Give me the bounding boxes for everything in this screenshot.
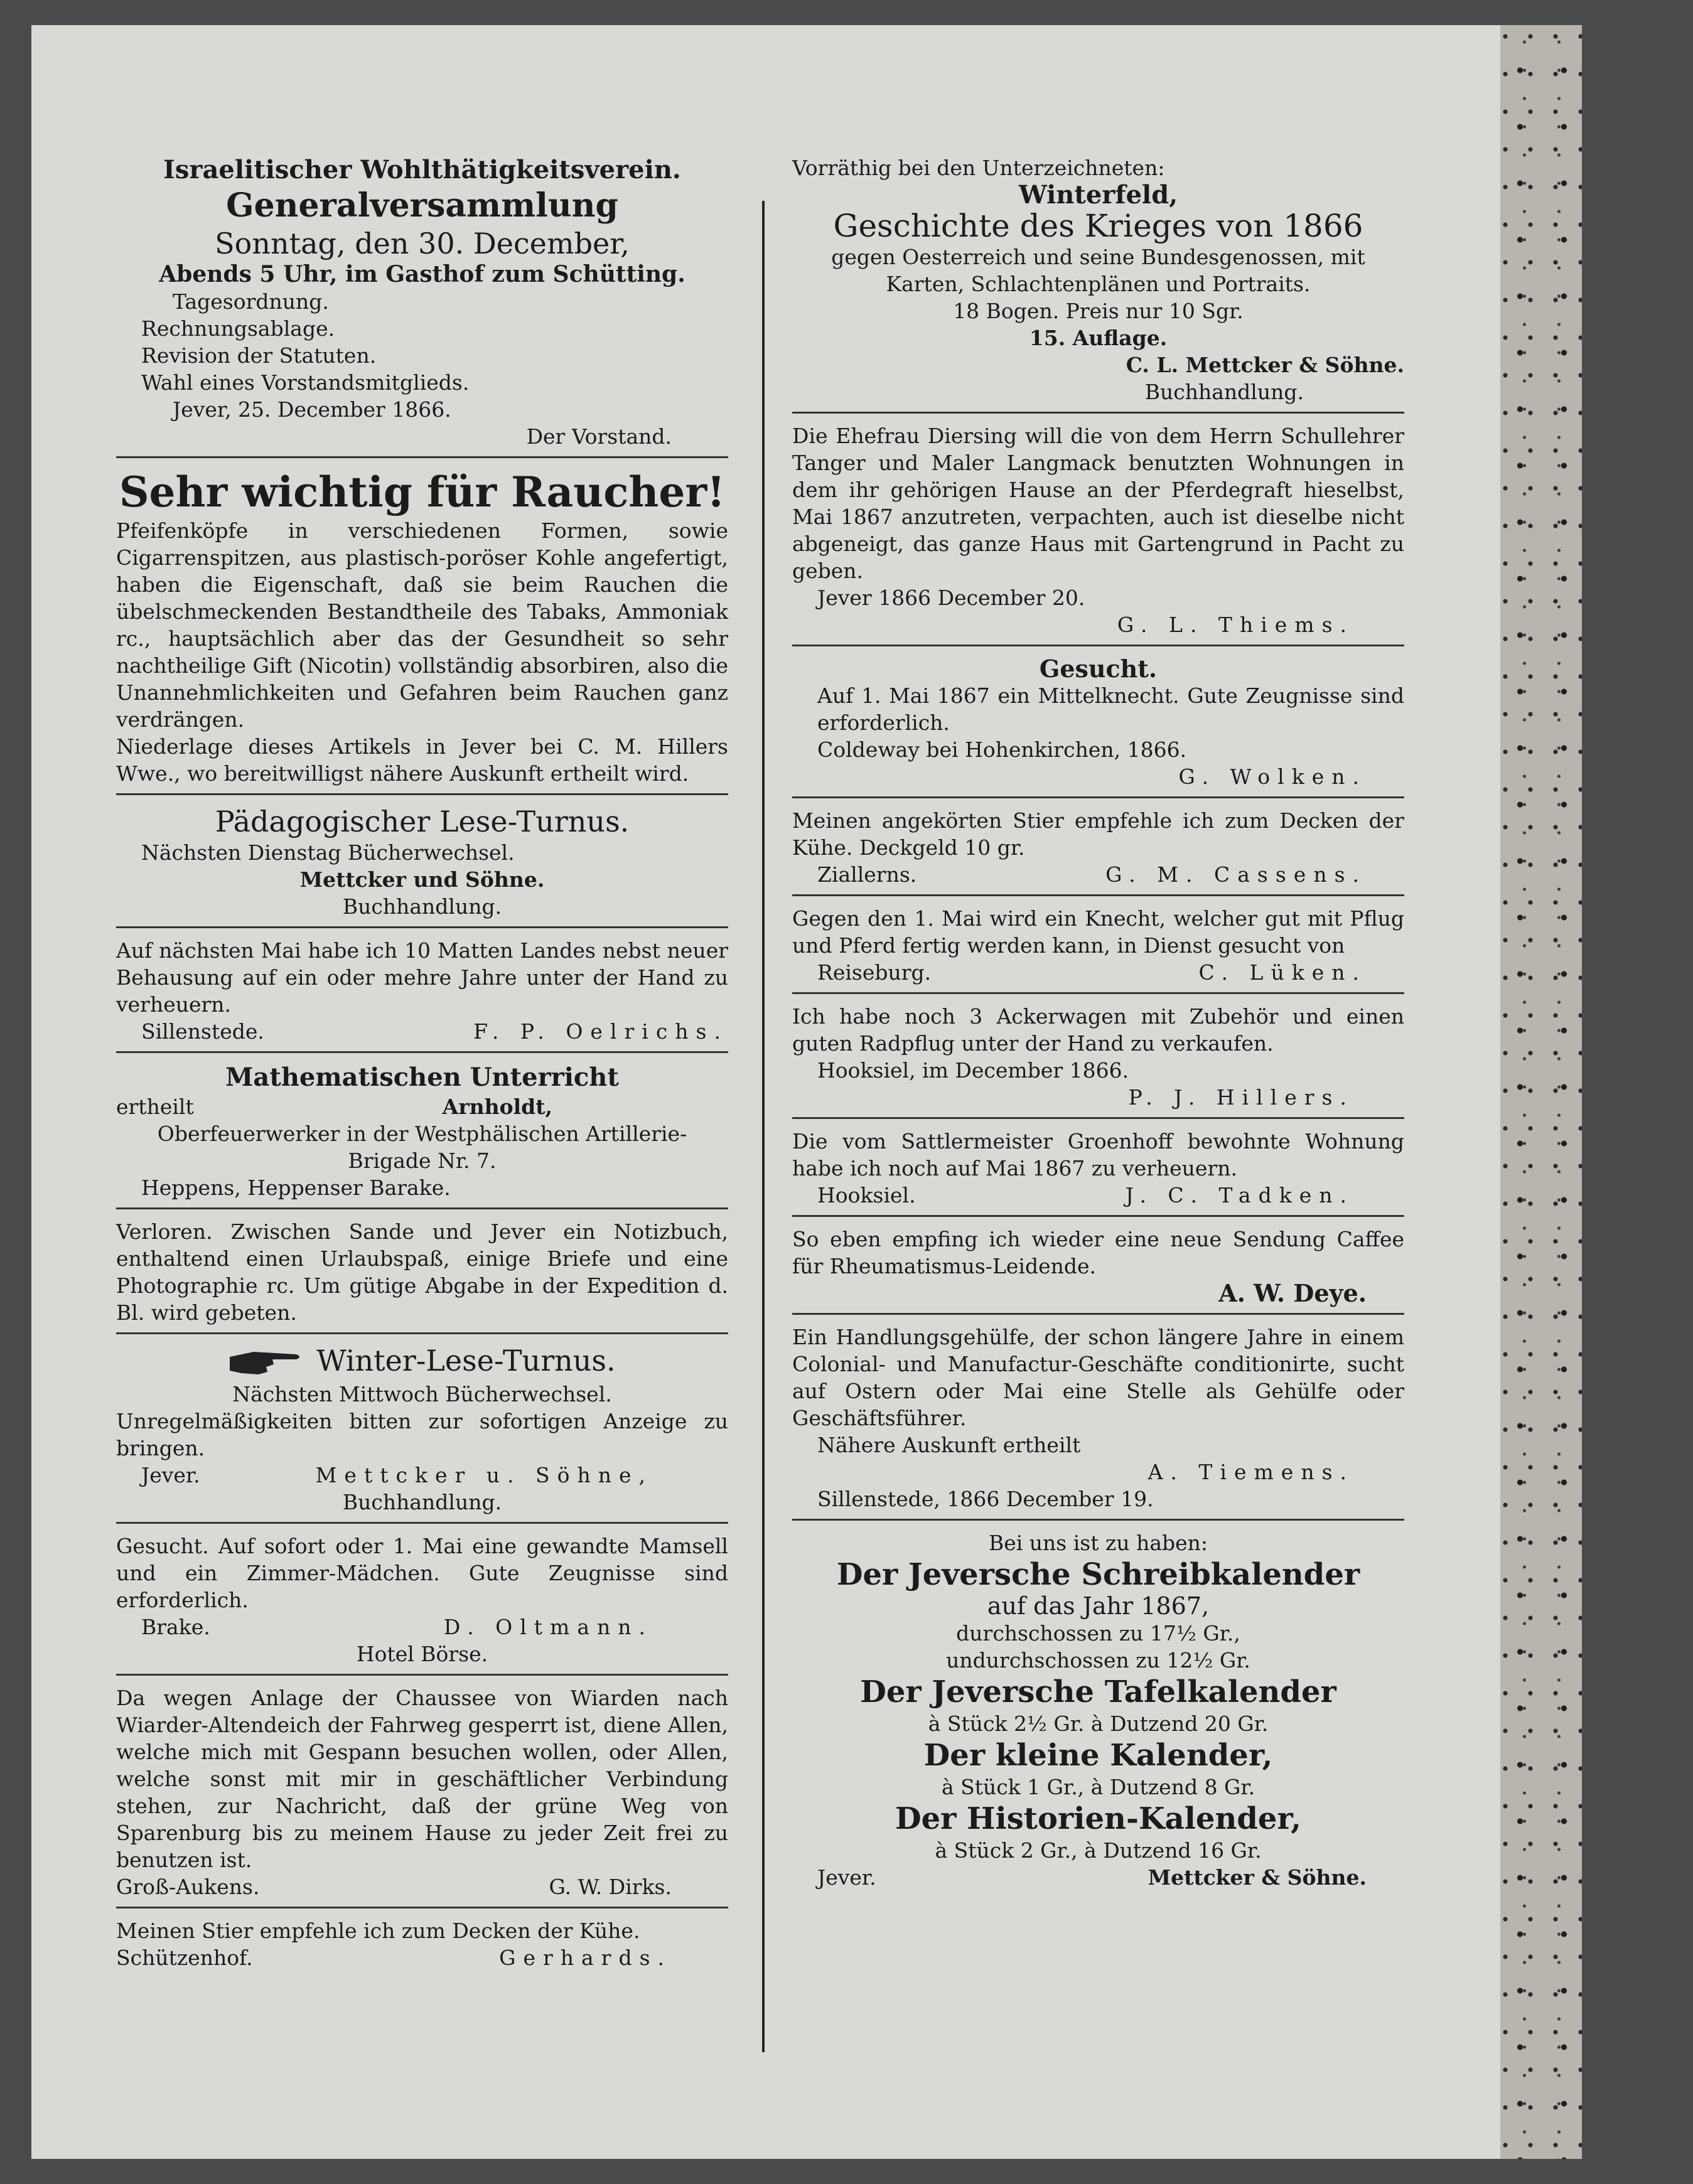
ad-sign: P. J. Hillers. xyxy=(1128,1085,1354,1110)
ad-time: Abends 5 Uhr, im Gasthof zum Schütting. xyxy=(159,261,685,287)
ad-sign: C. L. Mettcker & Söhne. xyxy=(1126,353,1404,377)
ad-place: Ziallerns. xyxy=(817,862,917,887)
ad-place: Jever, 25. December 1866. xyxy=(173,397,451,422)
ad-subtitle: Generalversammlung xyxy=(226,186,618,225)
ad-line: auf das Jahr 1867, xyxy=(987,1592,1210,1620)
ad-verloren xyxy=(116,1214,728,1334)
ad-body: Niederlage dieses Artikels in Jever bei C. M. Hillers Wwe., wo bereitwilligst nähere Auskunft ertheilt wird. xyxy=(116,734,728,786)
ad-sign: Gerhards. xyxy=(499,1946,672,1970)
ad-body: So eben empfing ich wieder eine neue Sendung Caffee für Rheumatismus-Leidende. xyxy=(792,1227,1404,1278)
agenda-item: Wahl eines Vorstandsmitglieds. xyxy=(141,370,470,395)
ad-wohnung-groenhoff xyxy=(792,1124,1404,1217)
ad-winter-lese-turnus xyxy=(116,1339,728,1524)
ad-title: Mathematischen Unterricht xyxy=(225,1063,619,1092)
ad-line: 15. Auflage. xyxy=(1029,326,1168,350)
ad-line: Nächsten Mittwoch Bücherwechsel. xyxy=(232,1382,612,1406)
ad-body: Verloren. Zwischen Sande und Jever ein Notizbuch, enthaltend einen Urlaubspaß, einige Briefe und eine Photographie rc. Um gütige Abgabe in der Expedition d. Bl. wird gebeten. xyxy=(116,1219,728,1325)
ad-place: Hooksiel. xyxy=(817,1183,916,1207)
ad-matten xyxy=(116,933,728,1053)
ad-line: 18 Bogen. Preis nur 10 Sgr. xyxy=(953,299,1244,323)
ad-sign: G. M. Cassens. xyxy=(1105,862,1367,887)
ad-sign: G. W. Dirks. xyxy=(549,1875,672,1899)
ad-line: à Stück 1 Gr., à Dutzend 8 Gr. xyxy=(941,1775,1255,1799)
ad-stier-gerhards xyxy=(116,1914,728,1978)
ad-body: Meinen Stier empfehle ich zum Decken der Kühe. xyxy=(116,1919,640,1943)
agenda-item: Revision der Statuten. xyxy=(141,343,377,368)
ad-place: Reiseburg. xyxy=(817,960,932,985)
ad-sign-sub: Buchhandlung. xyxy=(1144,380,1304,404)
ad-author: Winterfeld, xyxy=(1018,180,1178,210)
right-column xyxy=(792,151,1404,1902)
ad-date: Sonntag, den 30. December, xyxy=(215,227,630,260)
ad-kalender xyxy=(792,1526,1404,1897)
ad-line: durchschossen zu 17½ Gr., xyxy=(956,1621,1240,1646)
ad-line: Oberfeuerwerker in der Westphälischen Artillerie-Brigade Nr. 7. xyxy=(157,1121,687,1173)
ad-sign: A. W. Deye. xyxy=(1218,1279,1367,1307)
ad-agenda: Tagesordnung. xyxy=(173,289,329,314)
ad-unterricht xyxy=(116,1058,728,1209)
ad-intro: Vorräthig bei den Unterzeichneten: xyxy=(792,156,1165,180)
ad-ackerwagen xyxy=(792,999,1404,1119)
ad-place: Brake. xyxy=(141,1615,210,1639)
pointing-hand-icon xyxy=(228,1346,304,1381)
ad-body: Meinen angekörten Stier empfehle ich zum Decken der Kühe. Deckgeld 10 gr. xyxy=(792,808,1404,860)
ad-body: Gegen den 1. Mai wird ein Knecht, welcher gut mit Pflug und Pferd fertig werden kann, in Dienst gesucht von xyxy=(792,906,1404,958)
ad-sign: C. Lüken. xyxy=(1198,960,1367,985)
ad-title: Pädagogischer Lese-Turnus. xyxy=(215,805,630,838)
ad-body: Die vom Sattlermeister Groenhoff bewohnte Wohnung habe ich noch auf Mai 1867 zu verheuern. xyxy=(792,1129,1404,1180)
ad-place: Jever. xyxy=(141,1463,200,1487)
ad-line: Nächsten Dienstag Bücherwechsel. xyxy=(141,840,515,865)
ad-chaussee xyxy=(116,1681,728,1908)
ad-intro: Bei uns ist zu haben: xyxy=(988,1531,1208,1555)
agenda-item: Rechnungsablage. xyxy=(141,316,335,341)
ad-title: Der kleine Kalender, xyxy=(923,1738,1273,1773)
ad-sign: Mettcker & Söhne. xyxy=(1147,1865,1367,1890)
ad-body: Auf 1. Mai 1867 ein Mittelknecht. Gute Zeugnisse sind erforderlich. xyxy=(817,683,1404,735)
ad-body: Unregelmäßigkeiten bitten zur sofortigen Anzeige zu bringen. xyxy=(116,1409,728,1460)
ad-sign: Mettcker u. Söhne, xyxy=(315,1463,653,1487)
ad-place: Sillenstede. xyxy=(141,1019,264,1044)
ad-sign: Der Vorstand. xyxy=(526,424,672,449)
ad-line: undurchschossen zu 12½ Gr. xyxy=(946,1648,1250,1673)
column-divider xyxy=(762,201,765,2052)
ad-gesucht-brake xyxy=(116,1529,728,1676)
ad-sign: D. Oltmann. xyxy=(443,1615,653,1639)
ad-sign: F. P. Oelrichs. xyxy=(473,1019,728,1044)
ad-sign: Mettcker und Söhne. xyxy=(299,867,545,892)
book-edge xyxy=(1500,25,1582,2159)
ad-line: Nähere Auskunft ertheilt xyxy=(817,1433,1081,1457)
ad-place: Jever 1866 December 20. xyxy=(817,586,1085,610)
ad-place: Coldeway bei Hohenkirchen, 1866. xyxy=(817,737,1187,762)
ad-body: Die Ehefrau Diersing will die von dem Herrn Schullehrer Tanger und Maler Langmack benutzten Wohnungen in dem ihr gehörigen Hause an der Pferdegraft hieselbst, Mai 1867 anzutreten, verpachten, auch ist dieselbe nicht abgeneigt, das ganze Haus mit Gartengrund in Pacht zu geben. xyxy=(792,424,1404,583)
ad-line: ertheilt xyxy=(116,1095,194,1119)
ad-title: Winter-Lese-Turnus. xyxy=(316,1344,616,1378)
ad-sign: J. C. Tadken. xyxy=(1125,1183,1354,1207)
ad-body: Auf nächsten Mai habe ich 10 Matten Landes nebst neuer Behausung auf ein oder mehre Jahre unter der Hand zu verheuern. xyxy=(116,938,728,1017)
ad-sign: A. Tiemens. xyxy=(1147,1460,1354,1484)
ad-winterfeld xyxy=(792,151,1404,414)
ad-title: Der Jeversche Tafelkalender xyxy=(860,1674,1336,1710)
ad-sign: Arnholdt, xyxy=(442,1095,552,1119)
ad-place: Heppens, Heppenser Barake. xyxy=(141,1175,451,1200)
ad-place: Schützenhof. xyxy=(116,1946,253,1970)
ad-lese-turnus xyxy=(116,800,728,928)
ad-body: Ich habe noch 3 Ackerwagen mit Zubehör und einen guten Radpflug unter der Hand zu verkaufen. xyxy=(792,1004,1404,1056)
ad-sign-sub: Buchhandlung. xyxy=(342,894,502,919)
ad-place: Sillenstede, 1866 December 19. xyxy=(817,1487,1154,1511)
ad-line: à Stück 2 Gr., à Dutzend 16 Gr. xyxy=(935,1838,1262,1863)
ad-body: Ein Handlungsgehülfe, der schon längere Jahre in einem Colonial- und Manufactur-Geschäfte conditionirte, sucht auf Ostern oder Mai eine Stelle als Gehülfe oder Geschäftsführer. xyxy=(792,1325,1404,1430)
ad-sign: G. L. Thiems. xyxy=(1117,613,1354,637)
ad-raucher xyxy=(116,463,728,795)
ad-title: Sehr wichtig für Raucher! xyxy=(119,468,726,517)
ad-wohlthaetigkeitsverein xyxy=(116,151,728,458)
ad-caffee xyxy=(792,1222,1404,1315)
ad-title: Der Historien-Kalender, xyxy=(895,1801,1301,1836)
ad-diersing xyxy=(792,419,1404,646)
ad-sign-sub: Buchhandlung. xyxy=(342,1490,502,1514)
ad-line: gegen Oesterreich und seine Bundesgenossen, mit Karten, Schlachtenplänen und Portraits. xyxy=(831,245,1365,296)
ad-title: Der Jeversche Schreibkalender xyxy=(836,1557,1360,1592)
ad-place: Groß-Aukens. xyxy=(116,1875,260,1899)
ad-place: Hooksiel, im December 1866. xyxy=(817,1058,1129,1083)
left-column xyxy=(116,151,728,1983)
ad-body: Da wegen Anlage der Chaussee von Wiarden nach Wiarder-Altendeich der Fahrweg gesperrt ist, diene Allen, welche mich mit Gespann besuchen wollen, oder Allen, welche sonst mit mir in geschäftlicher Verbindung stehen, zur Nachricht, daß der grüne Weg von Sparenburg bis zu meinem Hause zu jeder Zeit frei zu benutzen ist. xyxy=(116,1686,728,1872)
ad-place: Jever. xyxy=(817,1865,876,1890)
ad-line: à Stück 2½ Gr. à Dutzend 20 Gr. xyxy=(928,1711,1269,1736)
ad-sign-sub: Hotel Börse. xyxy=(356,1642,488,1666)
ad-title: Israelitischer Wohlthätigkeitsverein. xyxy=(163,155,681,185)
ad-body: Gesucht. Auf sofort oder 1. Mai eine gewandte Mamsell und ein Zimmer-Mädchen. Gute Zeugnisse sind erforderlich. xyxy=(116,1534,728,1612)
ad-title: Gesucht. xyxy=(1039,655,1158,683)
ad-handlungsgehuelfe xyxy=(792,1320,1404,1521)
ad-gesucht-mittelknecht xyxy=(792,651,1404,798)
ad-body: Pfeifenköpfe in verschiedenen Formen, sowie Cigarrenspitzen, aus plastisch-poröser Kohle angefertigt, haben die Eigenschaft, daß sie beim Rauchen die übelschmeckenden Bestandtheile des Tabaks, Ammoniak rc., hauptsächlich aber das der Gesundheit so sehr nachtheilige Gift (Nicotin) vollständig absorbiren, also die Unannehmlichkeiten und Gefahren beim Rauchen ganz verdrängen. xyxy=(116,518,728,732)
ad-knecht xyxy=(792,901,1404,994)
ad-stier-cassens xyxy=(792,803,1404,896)
ad-sign: G. Wolken. xyxy=(1178,764,1367,789)
ad-title: Geschichte des Krieges von 1866 xyxy=(833,208,1363,244)
